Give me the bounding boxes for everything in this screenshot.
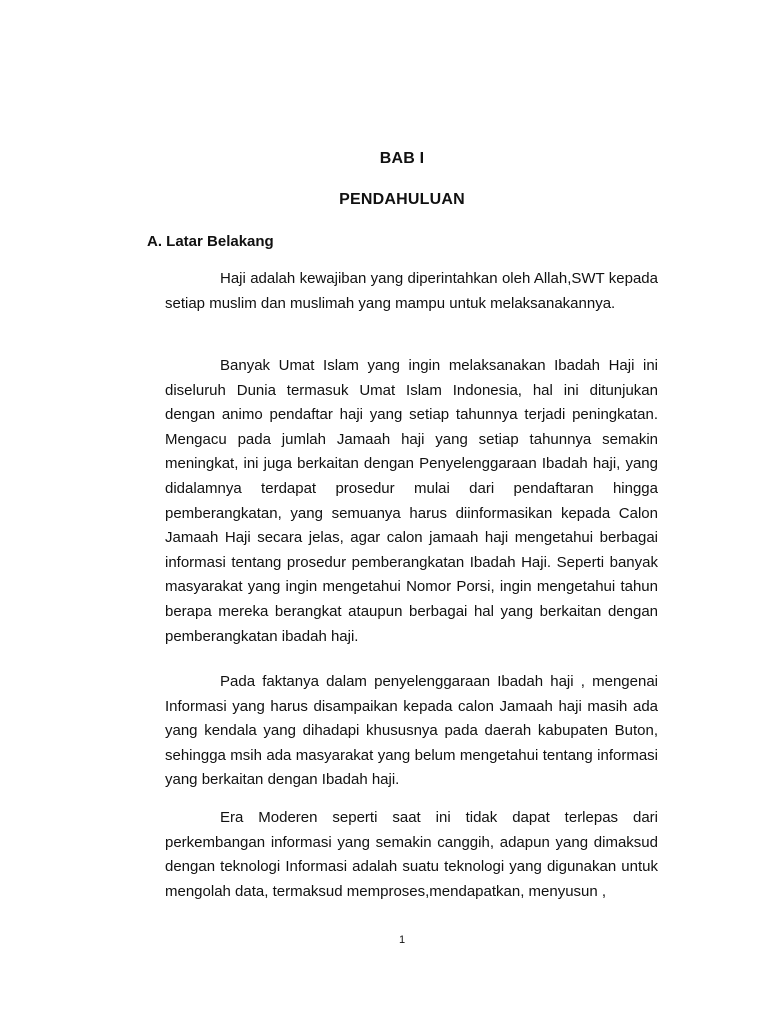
paragraph-1: Haji adalah kewajiban yang diperintahkan oleh Allah,SWT kepada setiap muslim dan muslimah yang mampu untuk melaksanakannya. xyxy=(165,270,658,312)
chapter-title: PENDAHULUAN xyxy=(339,191,465,208)
paragraph-4: Era Moderen seperti saat ini tidak dapat terlepas dari perkembangan informasi yang semakin canggih, adapun yang dimaksud dengan teknologi Informasi adalah suatu teknologi yang digunakan untuk mengolah data, termaksud memproses,mendapatkan, menyusun , xyxy=(165,809,658,900)
paragraph-2: Banyak Umat Islam yang ingin melaksanakan Ibadah Haji ini diseluruh Dunia termasuk Umat Islam Indonesia, hal ini ditunjukan dengan animo pendaftar haji yang setiap tahunnya terjadi peningkatan. Mengacu pada jumlah Jamaah haji yang setiap tahunnya semakin meningkat, ini juga berkaitan dengan Penyelenggaraan Ibadah haji, yang didalamnya terdapat prosedur mulai dari pendaftaran hingga pemberangkatan, yang semuanya harus diinformasikan kepada Calon Jamaah Haji secara jelas, agar calon jamaah haji mengetahui berbagai informasi tentang prosedur pemberangkatan Ibadah Haji. Seperti banyak masyarakat yang ingin mengetahui Nomor Porsi, ingin mengetahui tahun berapa mereka berangkat ataupun berbagai hal yang berkaitan dengan pemberangkatan ibadah haji. xyxy=(165,357,658,645)
section-heading: A. Latar Belakang xyxy=(147,233,274,250)
chapter-number: BAB I xyxy=(379,150,425,167)
paragraph-3: Pada faktanya dalam penyelenggaraan Ibadah haji , mengenai Informasi yang harus disampaikan kepada calon Jamaah haji masih ada yang kendala yang dihadapi khususnya pada daerah kabupaten Buton, sehingga msih ada masyarakat yang belum mengetahui tentang informasi yang berkaitan dengan Ibadah haji. xyxy=(165,673,658,789)
page-number: 1 xyxy=(398,934,406,946)
